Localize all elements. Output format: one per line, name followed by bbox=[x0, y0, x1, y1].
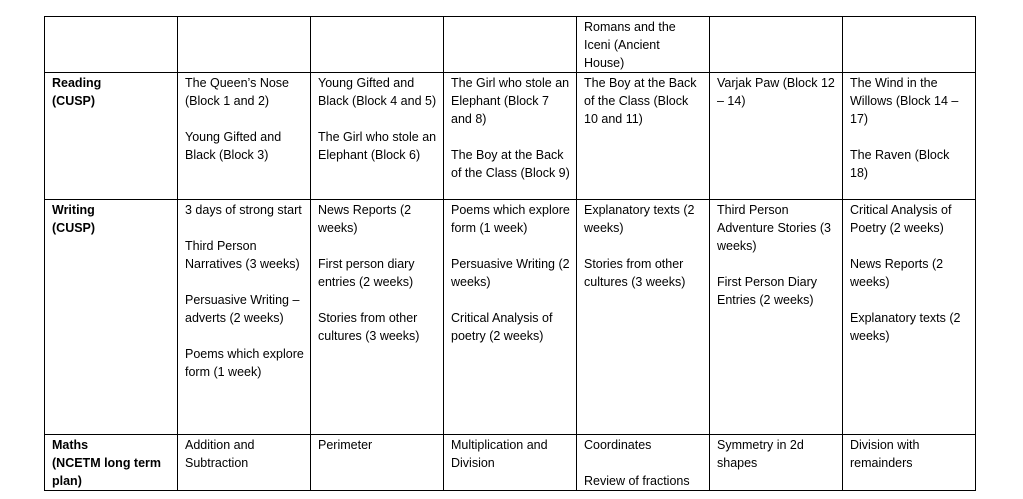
term-cell bbox=[577, 17, 710, 73]
cell-text: Third Person Adventure Stories (3 weeks) bbox=[717, 203, 831, 253]
term-cell bbox=[311, 17, 444, 73]
term-cell bbox=[178, 200, 311, 435]
cell-text: First Person Diary Entries (2 weeks) bbox=[717, 275, 818, 307]
row-header-title: Maths bbox=[52, 438, 89, 452]
term-cell bbox=[710, 435, 843, 491]
cell-text: The Queen’s Nose (Block 1 and 2) bbox=[185, 76, 289, 108]
term-cell bbox=[577, 73, 710, 200]
term-cell bbox=[178, 17, 311, 73]
cell-text: Young Gifted and Black (Block 4 and 5) bbox=[318, 76, 437, 108]
term-cell bbox=[710, 73, 843, 200]
cell-text: Explanatory texts (2 weeks) bbox=[584, 203, 695, 235]
cell-text: Addition and Subtraction bbox=[185, 438, 255, 470]
reading-row bbox=[45, 73, 976, 200]
cell-text: Romans and the Iceni (Ancient House) bbox=[584, 20, 676, 70]
cell-text: The Raven (Block 18) bbox=[850, 148, 950, 180]
term-cell bbox=[577, 200, 710, 435]
cell-text: The Girl who stole an Elephant (Block 6) bbox=[318, 130, 437, 162]
row-header-reading bbox=[45, 73, 178, 200]
row-header-title: Reading bbox=[52, 76, 102, 90]
term-cell bbox=[843, 17, 976, 73]
cell-text: Perimeter bbox=[318, 438, 373, 452]
term-cell bbox=[577, 435, 710, 491]
cell-text: Poems which explore form (1 week) bbox=[185, 347, 304, 379]
topic-row bbox=[45, 17, 976, 73]
cell-text: Third Person Narratives (3 weeks) bbox=[185, 239, 300, 271]
cell-text: Stories from other cultures (3 weeks) bbox=[584, 257, 686, 289]
cell-text: News Reports (2 weeks) bbox=[850, 257, 944, 289]
term-cell bbox=[843, 200, 976, 435]
cell-text: Critical Analysis of Poetry (2 weeks) bbox=[850, 203, 952, 235]
cell-text: The Wind in the Willows (Block 14 – 17) bbox=[850, 76, 959, 126]
cell-text: Coordinates bbox=[584, 438, 652, 452]
cell-text: Division with remainders bbox=[850, 438, 920, 470]
cell-text: First person diary entries (2 weeks) bbox=[318, 257, 415, 289]
cell-text: Young Gifted and Black (Block 3) bbox=[185, 130, 282, 162]
term-cell bbox=[444, 73, 577, 200]
term-cell bbox=[444, 200, 577, 435]
row-header-subtitle: (NCETM long term plan) bbox=[52, 456, 162, 488]
row-header-subtitle: (CUSP) bbox=[52, 221, 96, 235]
cell-text: Stories from other cultures (3 weeks) bbox=[318, 311, 420, 343]
cell-text: The Boy at the Back of the Class (Block 9) bbox=[451, 148, 570, 180]
cell-text: Symmetry in 2d shapes bbox=[717, 438, 804, 470]
cell-text: The Girl who stole an Elephant (Block 7 and 8) bbox=[451, 76, 570, 126]
term-cell bbox=[311, 200, 444, 435]
writing-row bbox=[45, 200, 976, 435]
cell-text: Persuasive Writing (2 weeks) bbox=[451, 257, 570, 289]
term-cell bbox=[843, 73, 976, 200]
term-cell bbox=[311, 435, 444, 491]
cell-text: News Reports (2 weeks) bbox=[318, 203, 412, 235]
row-header-maths bbox=[45, 435, 178, 491]
row-header-title: Writing bbox=[52, 203, 95, 217]
term-cell bbox=[843, 435, 976, 491]
term-cell bbox=[710, 17, 843, 73]
cell-text: Review of fractions bbox=[584, 474, 690, 488]
term-cell bbox=[444, 17, 577, 73]
term-cell bbox=[178, 73, 311, 200]
maths-row bbox=[45, 435, 976, 491]
term-cell bbox=[710, 200, 843, 435]
row-header-blank bbox=[45, 17, 178, 73]
term-cell bbox=[444, 435, 577, 491]
curriculum-plan-table bbox=[44, 16, 976, 491]
row-header-subtitle: (CUSP) bbox=[52, 94, 96, 108]
cell-text: The Boy at the Back of the Class (Block 10 and 11) bbox=[584, 76, 697, 126]
cell-text: Poems which explore form (1 week) bbox=[451, 203, 570, 235]
cell-text: Explanatory texts (2 weeks) bbox=[850, 311, 961, 343]
cell-text: Persuasive Writing – adverts (2 weeks) bbox=[185, 293, 300, 325]
cell-text: Varjak Paw (Block 12 – 14) bbox=[717, 76, 835, 108]
cell-text: 3 days of strong start bbox=[185, 203, 302, 217]
row-header-writing bbox=[45, 200, 178, 435]
term-cell bbox=[311, 73, 444, 200]
cell-text: Critical Analysis of poetry (2 weeks) bbox=[451, 311, 553, 343]
cell-text: Multiplication and Division bbox=[451, 438, 548, 470]
term-cell bbox=[178, 435, 311, 491]
